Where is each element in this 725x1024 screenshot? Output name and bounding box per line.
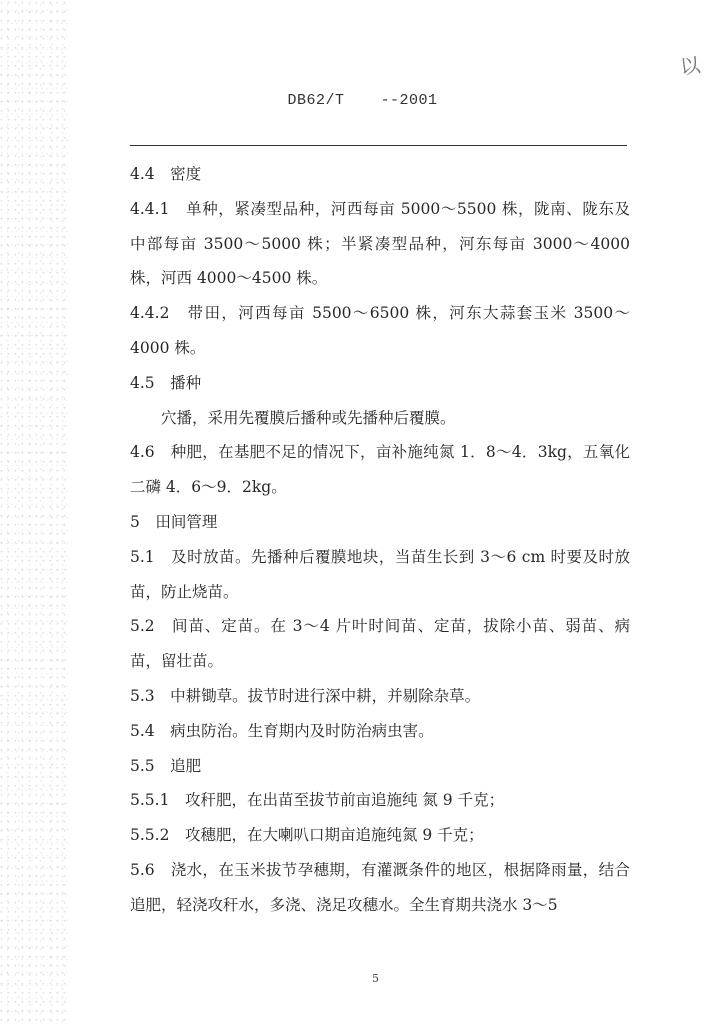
document-header [0, 92, 725, 109]
corner-handwritten-mark: 以 [678, 52, 702, 80]
paragraph: 5.1 及时放苗。先播种后覆膜地块，当苗生长到 3～6 cm 时要及时放苗，防止烧苗。 [130, 547, 630, 601]
paragraph: 5.6 浇水，在玉米拔节孕穗期，有灌溉条件的地区，根据降雨量，结合追肥，轻浇攻秆水，多浇、浇足攻穗水。全生育期共浇水 3～5 [130, 860, 630, 914]
scan-edge-noise [0, 0, 70, 1024]
standard-code: DB62/T [287, 92, 345, 109]
paragraph: 5.2 间苗、定苗。在 3～4 片叶时间苗、定苗，拔除小苗、弱苗、病苗，留壮苗。 [130, 617, 630, 671]
section-heading: 4.5 播种 [130, 373, 202, 392]
paragraph: 5.3 中耕锄草。拔节时进行深中耕，并剔除杂草。 [130, 686, 481, 705]
section-heading: 5 田间管理 [130, 512, 218, 531]
paragraph: 5.4 病虫防治。生育期内及时防治病虫害。 [130, 721, 434, 740]
paragraph: 4.6 种肥，在基肥不足的情况下，亩补施纯氮 1．8～4．3kg，五氧化二磷 4．6～9．2kg。 [130, 443, 630, 497]
section-heading: 4.4 密度 [130, 165, 202, 183]
page-number: 5 [372, 972, 379, 985]
section-heading: 5.5 追肥 [130, 756, 202, 775]
paragraph: 穴播，采用先覆膜后播种或先播种后覆膜。 [161, 408, 456, 427]
paragraph: 4.4.2 带田，河西每亩 5500～6500 株，河东大蒜套玉米 3500～4000 株。 [130, 304, 630, 357]
paragraph: 5.5.2 攻穗肥，在大喇叭口期亩追施纯氮 9 千克； [130, 826, 484, 845]
document-body [130, 157, 630, 923]
header-rule [130, 145, 627, 146]
paragraph: 5.5.1 攻秆肥，在出苗至拔节前亩追施纯 氮 9 千克； [130, 791, 505, 810]
standard-year: --2001 [380, 92, 438, 109]
paragraph: 4.4.1 单种，紧凑型品种，河西每亩 5000～5500 株，陇南、陇东及中部每亩 3500～5000 株；半紧凑型品种，河东每亩 3000～4000 株，河西 4000～4500 株。 [130, 199, 630, 288]
